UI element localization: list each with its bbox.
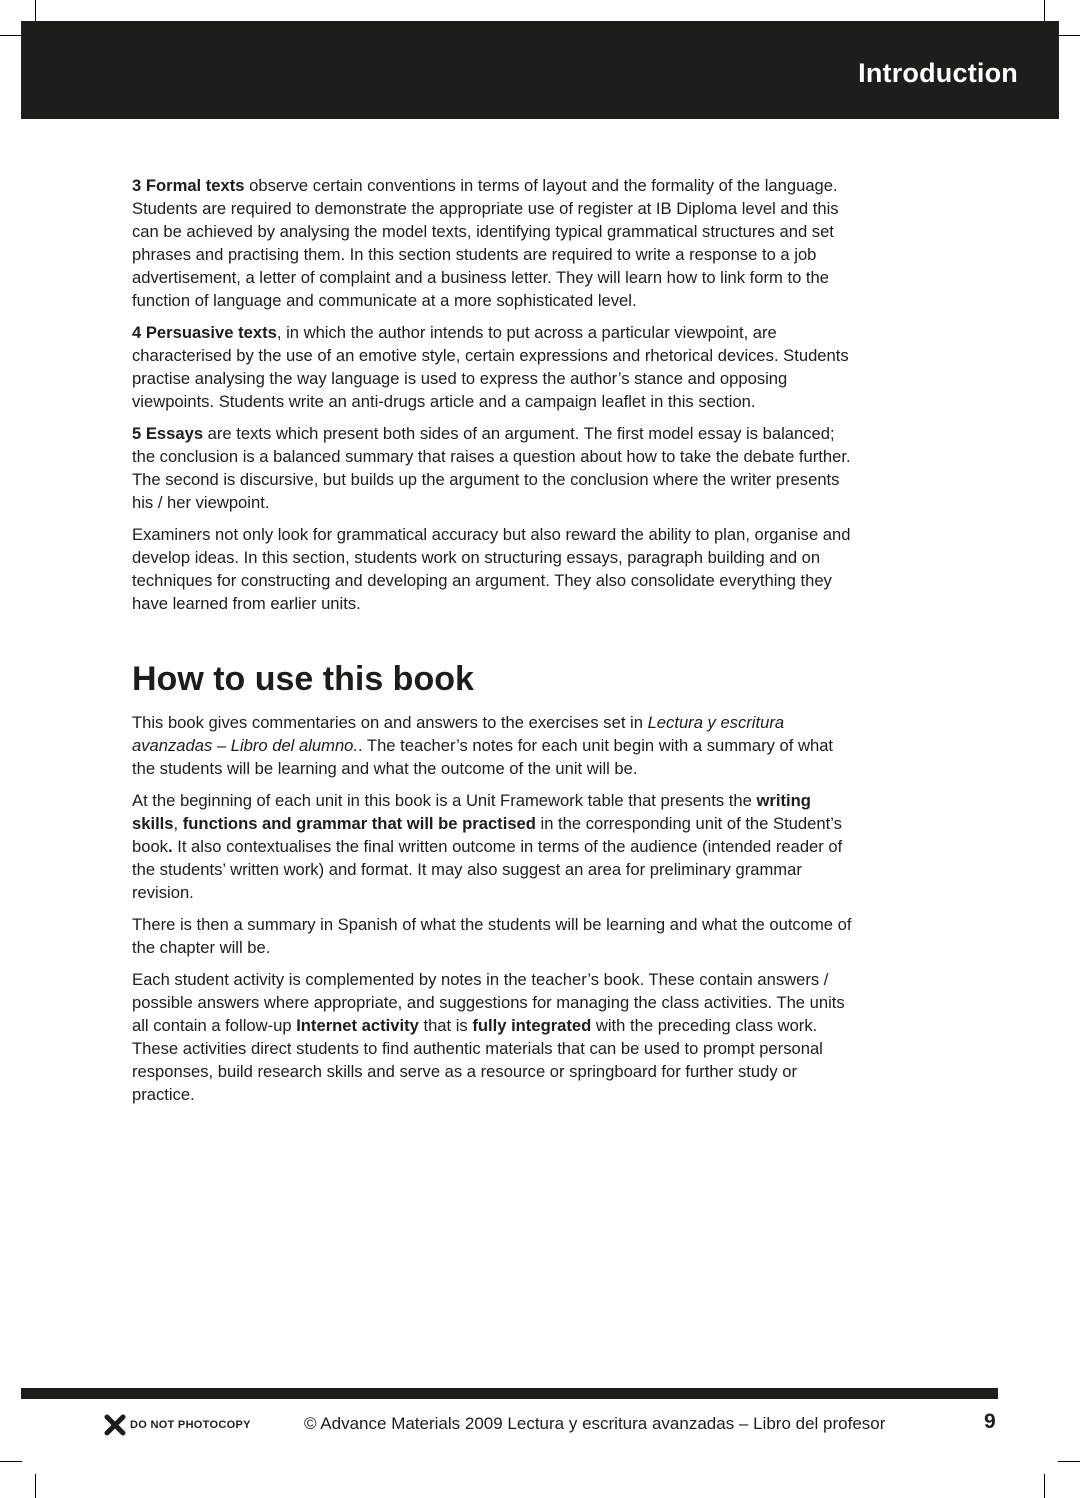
page-number: 9	[984, 1410, 996, 1433]
footer	[104, 1410, 1004, 1440]
lead-term: 5 Essays	[132, 424, 204, 443]
paragraph-student-activity	[132, 968, 856, 1106]
paragraph-text: observe certain conventions in terms of layout and the formality of the language. Students are required to demonstrate the appropriate use of register at IB Diploma level and this can be achieved by analysing the model texts, identifying typical grammatical structures and set phrases and practising them. In this section students are required to write a response to a job advertisement, a letter of complaint and a business letter. They will learn how to link form to the function of language and communicate at a more sophisticated level.	[132, 176, 839, 310]
paragraph-examiners: Examiners not only look for grammatical accuracy but also reward the ability to plan, organise and develop ideas. In this section, students work on structuring essays, paragraph building and on techniques for constructing and developing an argument. They also consolidate everything they have learned from earlier units.	[132, 525, 851, 613]
emphasis: fully integrated	[472, 1016, 592, 1035]
emphasis: Internet activity	[296, 1016, 419, 1035]
paragraph-formal-texts	[132, 174, 856, 312]
paragraph-text: with the preceding class work. These activities direct students to find authentic materials that can be used to prompt personal responses, build research skills and serve as a resource or springboard for further study or practice.	[132, 1016, 823, 1104]
paragraph-persuasive-texts	[132, 321, 856, 413]
paragraph-unit-framework	[132, 789, 856, 904]
lead-term: 4 Persuasive texts	[132, 323, 277, 342]
crop-mark	[1044, 1474, 1045, 1498]
section-heading: How to use this book	[132, 660, 474, 698]
paragraph-text: ,	[173, 814, 183, 833]
crop-mark	[0, 35, 22, 36]
paragraph-text: that is	[418, 1016, 473, 1035]
do-not-photocopy-label: DO NOT PHOTOCOPY	[130, 1419, 251, 1431]
emphasis: functions and grammar that will be practised	[182, 814, 536, 833]
crop-mark	[1058, 35, 1080, 36]
paragraph-text: This book gives commentaries on and answers to the exercises set in	[132, 713, 648, 732]
crop-mark	[35, 1474, 36, 1498]
paragraph-text: . The teacher’s notes for each unit begin with a summary of what the students will be learning and what the outcome of the unit will be.	[132, 736, 834, 778]
book-title: Lectura y escritura avanzadas – Libro del alumno.	[132, 713, 785, 755]
paragraph-book-overview	[132, 711, 856, 780]
lead-term: 3 Formal texts	[132, 176, 245, 195]
cross-icon	[104, 1414, 126, 1436]
paragraph-spanish-summary: There is then a summary in Spanish of what the students will be learning and what the outcome of the chapter will be.	[132, 915, 852, 957]
paragraph-text: Each student activity is complemented by notes in the teacher’s book. These contain answers / possible answers where appropriate, and suggestions for managing the class activities. The units all contain a follow-up	[132, 970, 845, 1035]
footer-rule	[21, 1388, 998, 1399]
emphasis: writing skills	[132, 791, 811, 833]
paragraph-text: in the corresponding unit of the Student’s book	[132, 814, 842, 856]
crop-mark	[35, 0, 36, 22]
emphasis: .	[167, 837, 173, 856]
crop-mark	[1044, 0, 1045, 22]
paragraph-essays	[132, 422, 856, 514]
paragraph-text: At the beginning of each unit in this book is a Unit Framework table that presents the	[132, 791, 757, 810]
page-title: Introduction	[858, 58, 1018, 88]
crop-mark	[1058, 1461, 1080, 1462]
paragraph-text: , in which the author intends to put across a particular viewpoint, are characterised by the use of an emotive style, certain expressions and rhetorical devices. Students practise analysing the way language is used to express the author’s stance and opposing viewpoints. Students write an anti-drugs article and a campaign leaflet in this section.	[132, 323, 849, 411]
copyright-notice: © Advance Materials 2009 Lectura y escritura avanzadas – Libro del profesor	[304, 1414, 886, 1433]
page-content	[132, 174, 856, 1115]
paragraph-text: are texts which present both sides of an argument. The first model essay is balanced; the conclusion is a balanced summary that raises a question about how to take the debate further. The second is discursive, but builds up the argument to the conclusion where the writer presents his / her viewpoint.	[132, 424, 851, 512]
paragraph-text: It also contextualises the final written outcome in terms of the audience (intended reader of the students’ written work) and format. It may also suggest an area for preliminary grammar revision.	[132, 837, 843, 902]
crop-mark	[0, 1461, 22, 1462]
